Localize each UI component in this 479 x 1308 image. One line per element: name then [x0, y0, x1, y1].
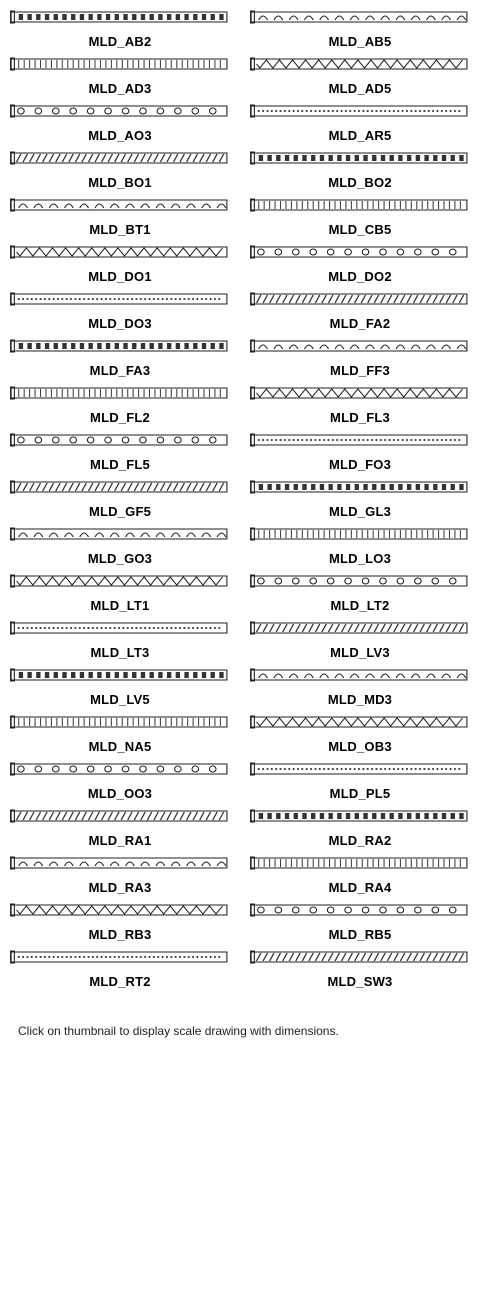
- molding-item: [0, 946, 240, 993]
- molding-thumbnail-icon[interactable]: [250, 855, 468, 871]
- thumbnail-row: [0, 899, 479, 946]
- molding-label: MLD_AR5: [328, 128, 392, 143]
- molding-label: MLD_FL3: [330, 410, 390, 425]
- molding-label: MLD_AD5: [328, 81, 392, 96]
- molding-label: MLD_FA2: [329, 316, 391, 331]
- molding-item: [240, 852, 479, 899]
- molding-thumbnail-icon[interactable]: [10, 385, 228, 401]
- molding-thumbnail-icon[interactable]: [250, 526, 468, 542]
- thumbnail-row: [0, 382, 479, 429]
- molding-thumbnail-icon[interactable]: [250, 667, 468, 683]
- molding-label: MLD_DO2: [328, 269, 392, 284]
- thumbnail-row: [0, 53, 479, 100]
- molding-item: [240, 382, 479, 429]
- molding-thumbnail-icon[interactable]: [10, 338, 228, 354]
- molding-item: [0, 6, 240, 53]
- molding-item: [0, 241, 240, 288]
- thumbnail-row: [0, 241, 479, 288]
- molding-item: [240, 194, 479, 241]
- molding-thumbnail-icon[interactable]: [250, 902, 468, 918]
- molding-item: [240, 523, 479, 570]
- molding-thumbnail-icon[interactable]: [10, 103, 228, 119]
- molding-item: [240, 147, 479, 194]
- molding-label: MLD_RT2: [89, 974, 151, 989]
- thumbnail-row: [0, 664, 479, 711]
- molding-label: MLD_OO3: [87, 786, 153, 801]
- molding-label: MLD_MD3: [327, 692, 393, 707]
- molding-item: [240, 6, 479, 53]
- molding-item: [0, 570, 240, 617]
- molding-item: [240, 664, 479, 711]
- molding-thumbnail-icon[interactable]: [250, 432, 468, 448]
- molding-item: [0, 429, 240, 476]
- molding-label: MLD_RA4: [328, 880, 392, 895]
- molding-thumbnail-icon[interactable]: [10, 808, 228, 824]
- thumbnail-row: [0, 946, 479, 993]
- molding-label: MLD_FL2: [90, 410, 150, 425]
- molding-label: MLD_RB3: [88, 927, 152, 942]
- molding-thumbnail-icon[interactable]: [250, 338, 468, 354]
- molding-label: MLD_AD3: [88, 81, 152, 96]
- molding-label: MLD_LT3: [90, 645, 150, 660]
- thumbnail-row: [0, 335, 479, 382]
- molding-thumbnail-icon[interactable]: [250, 761, 468, 777]
- molding-label: MLD_LO3: [328, 551, 392, 566]
- molding-thumbnail-icon[interactable]: [10, 855, 228, 871]
- molding-item: [0, 288, 240, 335]
- molding-item: [0, 147, 240, 194]
- molding-item: [0, 664, 240, 711]
- molding-thumbnail-icon[interactable]: [250, 103, 468, 119]
- molding-item: [0, 335, 240, 382]
- molding-label: MLD_LV5: [90, 692, 150, 707]
- molding-thumbnail-icon[interactable]: [10, 9, 228, 25]
- molding-label: MLD_GO3: [87, 551, 153, 566]
- molding-item: [240, 758, 479, 805]
- thumbnail-row: [0, 805, 479, 852]
- molding-item: [240, 899, 479, 946]
- molding-thumbnail-icon[interactable]: [10, 526, 228, 542]
- thumbnail-row: [0, 617, 479, 664]
- molding-thumbnail-icon[interactable]: [10, 761, 228, 777]
- thumbnail-row: [0, 6, 479, 53]
- molding-item: [0, 382, 240, 429]
- molding-item: [0, 476, 240, 523]
- molding-label: MLD_RA1: [88, 833, 152, 848]
- molding-item: [240, 100, 479, 147]
- molding-thumbnail-icon[interactable]: [10, 244, 228, 260]
- molding-label: MLD_LT1: [90, 598, 150, 613]
- thumbnail-row: [0, 758, 479, 805]
- thumbnail-row: [0, 523, 479, 570]
- molding-label: MLD_LV3: [330, 645, 390, 660]
- molding-label: MLD_RA2: [328, 833, 392, 848]
- molding-thumbnail-icon[interactable]: [250, 620, 468, 636]
- molding-thumbnail-icon[interactable]: [250, 150, 468, 166]
- molding-label: MLD_LT2: [330, 598, 390, 613]
- molding-thumbnail-icon[interactable]: [10, 432, 228, 448]
- thumbnail-row: [0, 194, 479, 241]
- molding-thumbnail-icon[interactable]: [10, 667, 228, 683]
- molding-label: MLD_AB2: [88, 34, 152, 49]
- molding-item: [240, 805, 479, 852]
- molding-label: MLD_RA3: [88, 880, 152, 895]
- molding-item: [240, 288, 479, 335]
- molding-thumbnail-icon[interactable]: [250, 56, 468, 72]
- molding-thumbnail-icon[interactable]: [10, 479, 228, 495]
- molding-item: [0, 523, 240, 570]
- molding-thumbnail-icon[interactable]: [250, 949, 468, 965]
- molding-thumbnail-icon[interactable]: [10, 291, 228, 307]
- molding-label: MLD_AB5: [328, 34, 392, 49]
- molding-thumbnail-grid: [0, 6, 479, 993]
- molding-item: [0, 899, 240, 946]
- thumbnail-row: [0, 711, 479, 758]
- molding-item: [240, 946, 479, 993]
- molding-label: MLD_FF3: [330, 363, 390, 378]
- molding-item: [0, 805, 240, 852]
- thumbnail-row: [0, 476, 479, 523]
- molding-label: MLD_FO3: [328, 457, 392, 472]
- molding-item: [0, 852, 240, 899]
- molding-label: MLD_RB5: [328, 927, 392, 942]
- molding-item: [240, 335, 479, 382]
- molding-thumbnail-icon[interactable]: [250, 197, 468, 213]
- molding-label: MLD_CB5: [328, 222, 392, 237]
- thumbnail-row: [0, 100, 479, 147]
- thumbnail-row: [0, 147, 479, 194]
- molding-item: [0, 194, 240, 241]
- molding-label: MLD_BO2: [328, 175, 392, 190]
- molding-thumbnail-icon[interactable]: [250, 479, 468, 495]
- molding-item: [0, 617, 240, 664]
- molding-label: MLD_OB3: [328, 739, 392, 754]
- thumbnail-row: [0, 570, 479, 617]
- molding-label: MLD_DO3: [88, 316, 152, 331]
- molding-thumbnail-icon[interactable]: [10, 714, 228, 730]
- molding-item: [0, 711, 240, 758]
- molding-label: MLD_BO1: [88, 175, 152, 190]
- molding-item: [240, 429, 479, 476]
- molding-item: [0, 758, 240, 805]
- molding-item: [240, 711, 479, 758]
- molding-item: [240, 617, 479, 664]
- molding-item: [0, 100, 240, 147]
- thumbnail-row: [0, 852, 479, 899]
- molding-item: [240, 241, 479, 288]
- molding-item: [240, 476, 479, 523]
- molding-thumbnail-icon[interactable]: [10, 56, 228, 72]
- molding-item: [240, 53, 479, 100]
- instruction-note: Click on thumbnail to display scale drawing with dimensions.: [18, 1024, 339, 1038]
- molding-label: MLD_PL5: [329, 786, 391, 801]
- molding-thumbnail-icon[interactable]: [250, 385, 468, 401]
- molding-thumbnail-icon[interactable]: [10, 902, 228, 918]
- molding-label: MLD_AO3: [88, 128, 152, 143]
- molding-item: [240, 570, 479, 617]
- molding-label: MLD_GF5: [88, 504, 152, 519]
- molding-thumbnail-icon[interactable]: [10, 150, 228, 166]
- molding-thumbnail-icon[interactable]: [10, 573, 228, 589]
- molding-label: MLD_NA5: [88, 739, 152, 754]
- thumbnail-row: [0, 429, 479, 476]
- molding-thumbnail-icon[interactable]: [10, 620, 228, 636]
- molding-label: MLD_DO1: [88, 269, 152, 284]
- molding-label: MLD_SW3: [327, 974, 393, 989]
- molding-thumbnail-icon[interactable]: [250, 9, 468, 25]
- molding-label: MLD_FA3: [89, 363, 151, 378]
- molding-thumbnail-icon[interactable]: [250, 714, 468, 730]
- molding-thumbnail-icon[interactable]: [250, 291, 468, 307]
- molding-item: [0, 53, 240, 100]
- molding-thumbnail-icon[interactable]: [10, 949, 228, 965]
- molding-thumbnail-icon[interactable]: [250, 244, 468, 260]
- molding-label: MLD_BT1: [89, 222, 151, 237]
- molding-label: MLD_FL5: [90, 457, 150, 472]
- molding-label: MLD_GL3: [328, 504, 392, 519]
- molding-thumbnail-icon[interactable]: [10, 197, 228, 213]
- molding-thumbnail-icon[interactable]: [250, 573, 468, 589]
- thumbnail-row: [0, 288, 479, 335]
- molding-thumbnail-icon[interactable]: [250, 808, 468, 824]
